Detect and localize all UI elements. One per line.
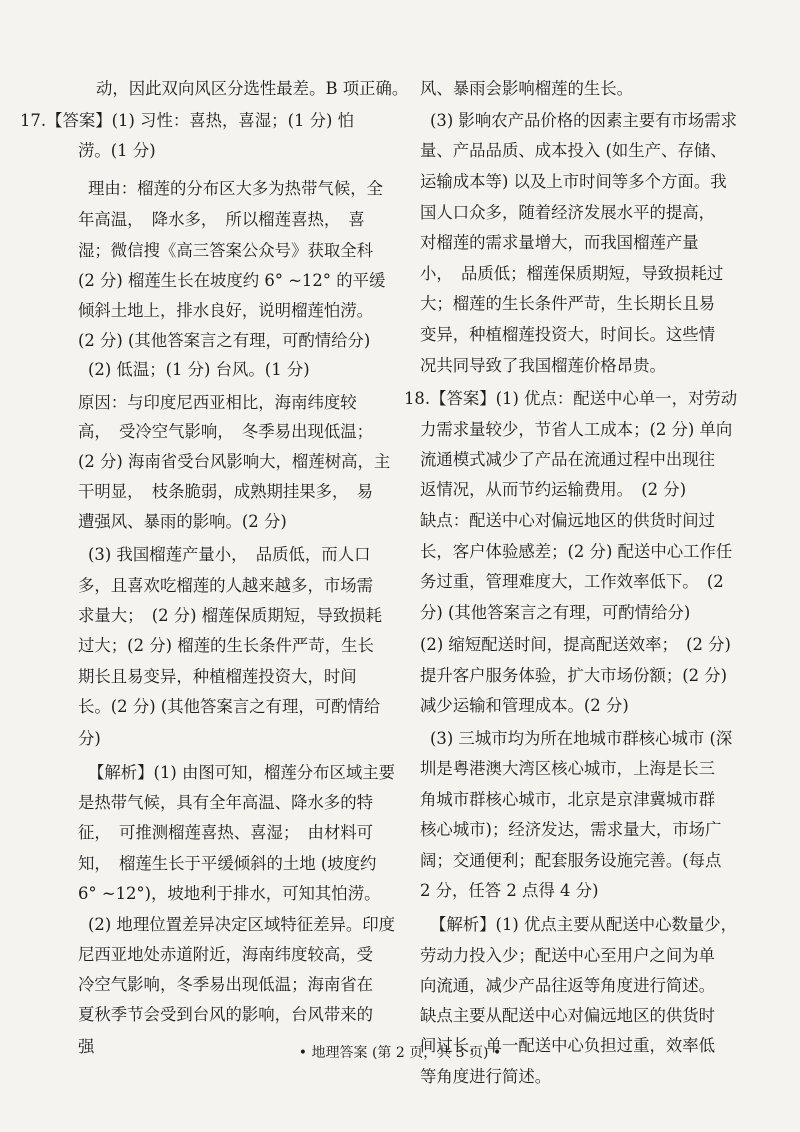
text-line: 向流通，减少产品往返等角度进行简述。 <box>420 976 716 995</box>
text-line: 长。(2 分) (其他答案言之有理，可酌情给 <box>78 697 381 716</box>
text-line: 高， 受冷空气影响， 冬季易出现低温； <box>78 422 374 441</box>
text-line: 强 <box>78 1037 95 1056</box>
text-line: 【解析】(1) 由图可知，榴莲分布区域主要 <box>88 763 396 782</box>
text-line: 小， 品质低；榴莲保质期短，导致损耗过 <box>420 264 724 283</box>
text-line: 长，客户体验感差；(2 分) 配送中心工作任 <box>420 542 733 561</box>
text-line: 核心城市)；经济发达，需求量大，市场广 <box>420 820 722 839</box>
text-line: 务过重，管理难度大，工作效率低下。 (2 <box>420 572 724 591</box>
text-line: 对榴莲的需求量增大，而我国榴莲产量 <box>420 233 699 252</box>
text-line: 流通模式减少了产品在流通过程中出现往 <box>420 450 716 469</box>
text-line: 缺点：配送中心对偏远地区的供货时间过 <box>420 511 716 530</box>
text-line: 动，因此双向风区分选性最差。B 项正确。 <box>96 79 409 98</box>
text-line: (2) 地理位置差异决定区域特征差异。印度 <box>88 915 396 934</box>
text-line: 【解析】(1) 优点主要从配送中心数量少， <box>430 915 738 934</box>
text-line: 阔；交通便利；配套服务设施完善。(每点 <box>420 851 722 870</box>
text-line: 湿；微信搜《高三答案公众号》获取全科 <box>78 241 374 260</box>
text-line: 6° ~12°)，坡地利于排水，可知其怕涝。 <box>78 884 381 903</box>
text-line: 尼西亚地处赤道附近，海南纬度较高，受 <box>78 945 374 964</box>
text-line: 理由：榴莲的分布区大多为热带气候，全 <box>88 179 384 198</box>
text-line: 冷空气影响，冬季易出现低温；海南省在 <box>78 975 374 994</box>
text-line: 国人口众多，随着经济发展水平的提高， <box>420 203 716 222</box>
text-line: (3) 三城市均为所在地城市群核心城市 (深 <box>430 729 733 748</box>
text-line: 倾斜土地上，排水良好，说明榴莲怕涝。 <box>78 301 374 320</box>
text-line: 知， 榴莲生长于平缓倾斜的土地 (坡度约 <box>78 854 377 873</box>
text-line: 征， 可推测榴莲喜热、喜湿； 由材料可 <box>78 823 374 842</box>
text-line: 是热带气候，具有全年高温、降水多的特 <box>78 793 374 812</box>
text-line: 分) <box>78 729 101 748</box>
text-line: 提升客户服务体验，扩大市场份额；(2 分) <box>420 666 728 685</box>
text-line: 角城市群核心城市，北京是京津冀城市群 <box>420 790 716 809</box>
text-line: 干明显， 枝条脆弱，成熟期挂果多， 易 <box>78 482 374 501</box>
text-line: 大；榴莲的生长条件严苛，生长期长且易 <box>420 294 716 313</box>
text-line: 况共同导致了我国榴莲价格昂贵。 <box>420 356 666 375</box>
text-line: 等角度进行简述。 <box>420 1067 552 1086</box>
text-line: 2 分，任答 2 点得 4 分) <box>420 881 599 900</box>
text-line: (2) 缩短配送时间，提高配送效率； (2 分) <box>420 635 731 654</box>
text-line: (3) 我国榴莲产量小， 品质低，而人口 <box>88 545 371 564</box>
text-line: 17.【答案】(1) 习性：喜热，喜湿；(1 分) 怕 <box>20 111 354 130</box>
text-line: 风、暴雨会影响榴莲的生长。 <box>420 79 634 98</box>
text-line: 减少运输和管理成本。(2 分) <box>420 696 629 715</box>
text-line: 力需求量较少，节省人工成本；(2 分) 单向 <box>420 420 733 439</box>
text-line: 圳是粤港澳大湾区核心城市，上海是长三 <box>420 759 716 778</box>
text-line: 量、产品品质、成本投入 (如生产、存储、 <box>420 141 727 160</box>
text-line: 返情况，从而节约运输费用。 (2 分) <box>420 480 687 499</box>
text-line: 年高温， 降水多， 所以榴莲喜热， 喜 <box>78 210 365 229</box>
text-line: 间过长，单一配送中心负担过重，效率低 <box>420 1036 716 1055</box>
text-line: 遭强风、暴雨的影响。(2 分) <box>78 512 287 531</box>
text-line: 分) (其他答案言之有理，可酌情给分) <box>420 603 691 622</box>
text-line: 缺点主要从配送中心对偏远地区的供货时 <box>420 1006 716 1025</box>
text-line: (2 分) 榴莲生长在坡度约 6° ~12° 的平缓 <box>78 271 386 290</box>
text-line: 劳动力投入少；配送中心至用户之间为单 <box>420 946 716 965</box>
text-line: 夏秋季节会受到台风的影响，台风带来的 <box>78 1005 374 1024</box>
text-line: 涝。(1 分) <box>78 141 156 160</box>
text-line: 期长且易变异，种植榴莲投资大，时间 <box>78 667 357 686</box>
text-line: 求量大； (2 分) 榴莲保质期短，导致损耗 <box>78 606 383 625</box>
text-line: 变异，种植榴莲投资大，时间长。这些情 <box>420 325 716 344</box>
text-line: (3) 影响农产品价格的因素主要有市场需求 <box>430 111 738 130</box>
text-line: 原因：与印度尼西亚相比，海南纬度较 <box>78 393 357 412</box>
text-line: (2) 低温；(1 分) 台风。(1 分) <box>88 360 310 379</box>
text-line: (2 分) (其他答案言之有理，可酌情给分) <box>78 331 371 350</box>
text-line: 运输成本等) 以及上市时间等多个方面。我 <box>420 172 727 191</box>
text-line: (2 分) 海南省受台风影响大，榴莲树高，主 <box>78 452 391 471</box>
text-line: 18.【答案】(1) 优点：配送中心单一，对劳动 <box>404 389 738 408</box>
text-line: 多，且喜欢吃榴莲的人越来越多，市场需 <box>78 576 374 595</box>
text-line: 过大；(2 分) 榴莲的生长条件严苛，生长 <box>78 636 374 655</box>
page-footer: • 地理答案 (第 2 页，共 3 页) • <box>298 1045 502 1061</box>
